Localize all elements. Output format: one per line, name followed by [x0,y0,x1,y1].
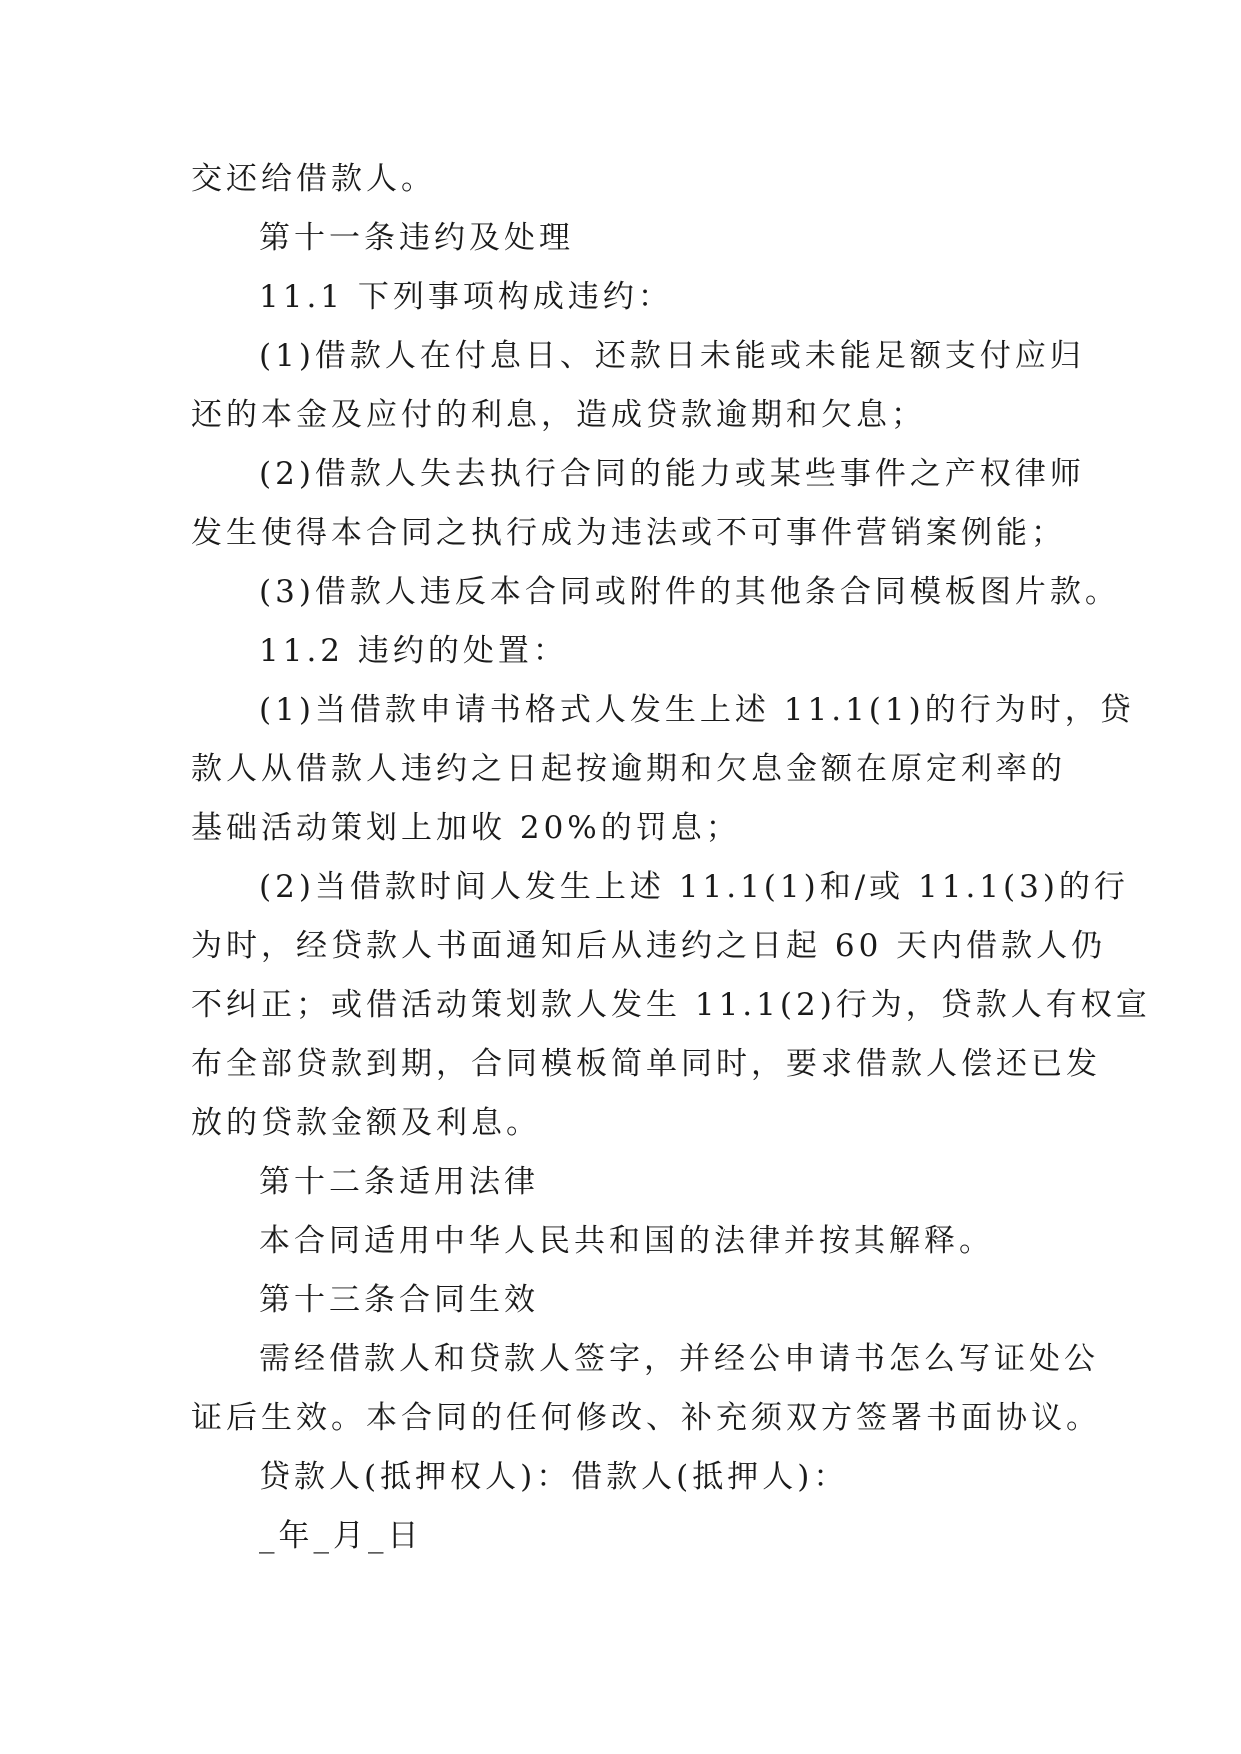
text-line: 证后生效。本合同的任何修改、补充须双方签署书面协议。 [191,1400,1101,1436]
text-line: (3)借款人违反本合同或附件的其他条合同模板图片款。 [259,574,1120,610]
text-line: 第十二条适用法律 [259,1164,539,1200]
text-line: 第十一条违约及处理 [259,220,574,256]
text-line: 本合同适用中华人民共和国的法律并按其解释。 [259,1223,994,1259]
text-line: (2)当借款时间人发生上述 11.1(1)和/或 11.1(3)的行 [259,869,1129,905]
text-line: (1)当借款申请书格式人发生上述 11.1(1)的行为时，贷 [259,692,1135,728]
text-line: 布全部贷款到期，合同模板简单同时，要求借款人偿还已发 [191,1046,1101,1082]
text-line: 贷款人(抵押权人)：借款人(抵押人)： [259,1459,849,1495]
text-line: 交还给借款人。 [191,161,436,197]
text-line: (1)借款人在付息日、还款日未能或未能足额支付应归 [259,338,1085,374]
text-line: 第十三条合同生效 [259,1282,539,1318]
text-line: 基础活动策划上加收 20%的罚息； [191,810,741,846]
text-line: 需经借款人和贷款人签字，并经公申请书怎么写证处公 [259,1341,1099,1377]
text-line: 为时，经贷款人书面通知后从违约之日起 60 天内借款人仍 [191,928,1107,964]
text-line: 不纠正；或借活动策划款人发生 11.1(2)行为，贷款人有权宣 [191,987,1151,1023]
text-line: 款人从借款人违约之日起按逾期和欠息金额在原定利率的 [191,751,1066,787]
text-line: 放的贷款金额及利息。 [191,1105,541,1141]
text-line: 发生使得本合同之执行成为违法或不可事件营销案例能； [191,515,1066,551]
text-line: (2)借款人失去执行合同的能力或某些事件之产权律师 [259,456,1085,492]
document-body [191,150,1151,1566]
text-line: 11.1 下列事项构成违约： [259,279,673,315]
text-line: 还的本金及应付的利息，造成贷款逾期和欠息； [191,397,926,433]
text-line: _年_月_日 [259,1518,423,1554]
text-line: 11.2 违约的处置： [259,633,568,669]
